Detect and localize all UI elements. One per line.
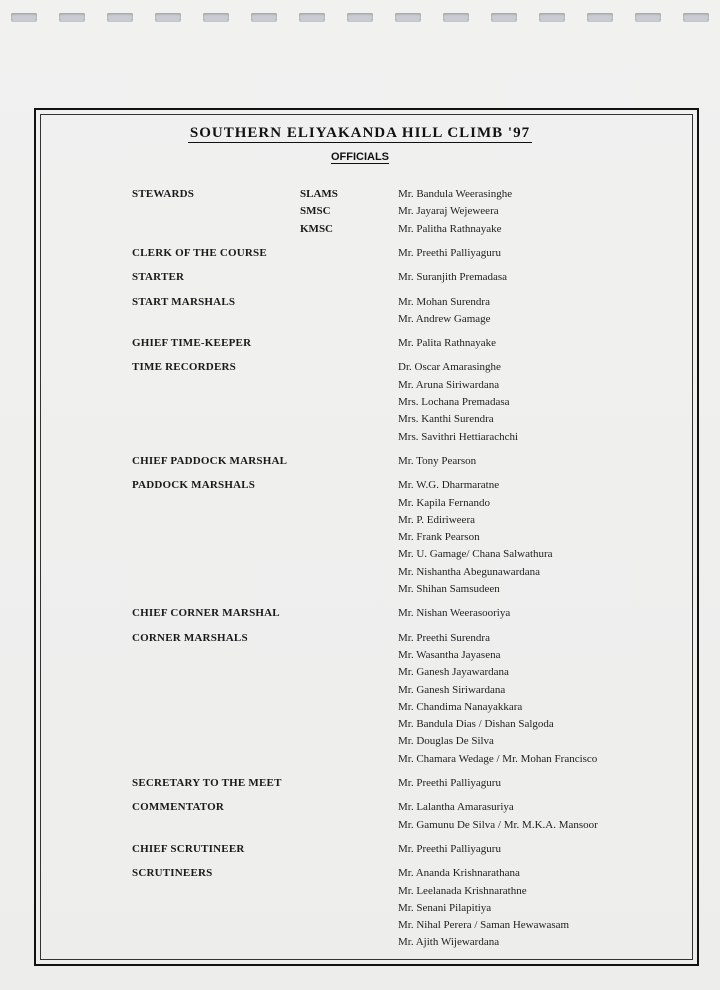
official-organisation: KMSC — [300, 222, 333, 235]
official-name: Mr. Jayaraj Wejeweera — [398, 205, 499, 218]
document-title-text: SOUTHERN ELIYAKANDA HILL CLIMB '97 — [189, 125, 531, 141]
official-role: STEWARDS — [132, 188, 195, 200]
official-role: PADDOCK MARSHALS — [132, 479, 256, 492]
official-role: STARTER — [132, 271, 185, 284]
official-name: Mr. Aruna Siriwardana — [398, 378, 500, 391]
official-name: Mr. Mohan Surendra — [398, 295, 490, 308]
official-name: Mr. Frank Pearson — [398, 531, 480, 544]
official-name: Mr. Preethi Palliyaguru — [398, 777, 501, 789]
official-name: Mr. Kapila Fernando — [398, 496, 490, 509]
official-name: Mr. Ananda Krishnarathana — [398, 867, 520, 880]
official-role: CHIEF PADDOCK MARSHAL — [132, 454, 288, 467]
official-name: Mr. Shihan Samsudeen — [398, 583, 500, 595]
official-name: Mr. Andrew Gamage — [398, 312, 491, 325]
official-name: Mrs. Savithri Hettiarachchi — [398, 430, 519, 443]
official-name: Mr. Senani Pilapitiya — [398, 901, 492, 914]
official-role: TIME RECORDERS — [132, 361, 236, 374]
official-name: Mr. Nihal Perera / Saman Hewawasam — [398, 919, 570, 932]
official-name: Mr. U. Gamage/ Chana Salwathura — [398, 548, 553, 561]
official-name: Mr. Lalantha Amarasuriya — [398, 801, 514, 814]
official-role: COMMENTATOR — [132, 801, 225, 814]
official-name: Mr. W.G. Dharmaratne — [398, 479, 500, 492]
official-name: Mr. Bandula Dias / Dishan Salgoda — [398, 718, 554, 731]
official-name: Mr. Ganesh Siriwardana — [398, 683, 506, 696]
official-name: Mr. Chamara Wedage / Mr. Mohan Francisco — [398, 752, 598, 765]
official-role: SECRETARY TO THE MEET — [132, 777, 282, 789]
official-name: Mr. Gamunu De Silva / Mr. M.K.A. Mansoor — [398, 818, 598, 831]
official-name: Dr. Oscar Amarasinghe — [398, 361, 501, 374]
official-role: START MARSHALS — [132, 295, 236, 308]
official-name: Mr. Tony Pearson — [398, 454, 477, 467]
official-name: Mr. Preethi Palliyaguru — [398, 842, 501, 855]
official-role: CHIEF SCRUTINEER — [132, 842, 245, 855]
official-name: Mrs. Kanthi Surendra — [398, 413, 494, 426]
official-name: Mr. Chandima Nanayakkara — [398, 700, 523, 713]
official-name: Mr. Bandula Weerasinghe — [398, 188, 513, 200]
official-name: Mr. Leelanada Krishnarathne — [398, 884, 527, 897]
official-organisation: SMSC — [300, 205, 331, 218]
official-name: Mr. P. Ediriweera — [398, 513, 475, 526]
official-role: CLERK OF THE COURSE — [132, 246, 267, 259]
official-name: Mr. Preethi Surendra — [398, 631, 490, 644]
official-role: CHIEF CORNER MARSHAL — [132, 607, 280, 620]
official-name: Mr. Ajith Wijewardana — [398, 936, 500, 949]
official-name: Mr. Nishan Weerasooriya — [398, 607, 511, 620]
official-name: Mr. Wasantha Jayasena — [398, 648, 501, 661]
official-name: Mr. Preethi Palliyaguru — [398, 246, 501, 259]
official-name: Mrs. Lochana Premadasa — [398, 396, 510, 408]
document-subtitle-text: OFFICIALS — [330, 151, 390, 163]
official-name: Mr. Suranjith Premadasa — [398, 271, 508, 284]
official-role: CORNER MARSHALS — [132, 631, 248, 644]
official-organisation: SLAMS — [300, 188, 338, 200]
official-name: Mr. Palita Rathnayake — [398, 337, 497, 350]
official-role: SCRUTINEERS — [132, 867, 213, 880]
official-name: Mr. Palitha Rathnayake — [398, 222, 502, 235]
official-name: Mr. Douglas De Silva — [398, 735, 494, 748]
official-name: Mr. Nishantha Abegunawardana — [398, 565, 541, 578]
official-name: Mr. Ganesh Jayawardana — [398, 666, 509, 679]
official-role: GHIEF TIME-KEEPER — [132, 337, 252, 350]
